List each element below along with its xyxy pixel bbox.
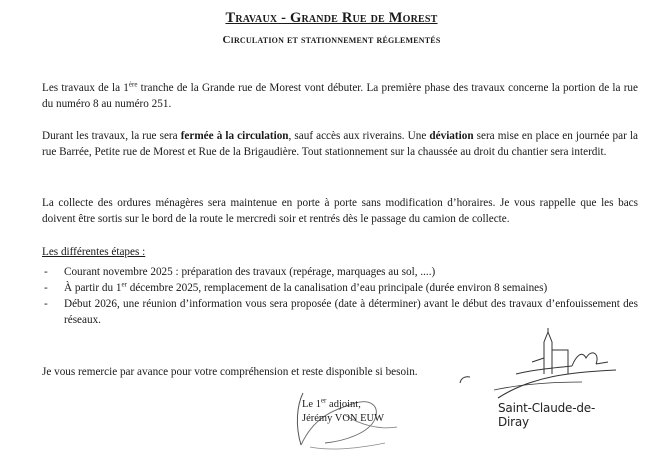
superscript: er: [320, 396, 327, 405]
village-church-icon: [492, 328, 622, 400]
paragraph-text: Durant les travaux, la rue sera: [42, 130, 181, 142]
paragraph-text: Les travaux de la 1: [42, 82, 129, 94]
signature-text: adjoint,: [326, 399, 361, 410]
superscript: er: [121, 280, 127, 289]
stages-list: [42, 264, 638, 328]
list-item-text: Début 2026, une réunion d’information vous sera proposée (date à déterminer) avant le début des travaux d’enfouissement des réseaux.: [64, 298, 638, 326]
paragraph-first-tranche: [42, 80, 638, 112]
list-item-text: décembre 2025, remplacement de la canalisation d’eau principale (durée environ 8 semaines): [126, 282, 548, 294]
list-item: [42, 264, 638, 280]
list-dash: -: [44, 282, 48, 294]
list-item: [42, 296, 638, 328]
list-dash: -: [44, 298, 48, 310]
paragraph-text: , sauf accès aux riverains. Une: [288, 130, 430, 142]
municipal-logo: [492, 328, 622, 428]
paragraph-waste-collection: La collecte des ordures ménagères sera maintenue en porte à porte sans modification d’horaires. Je vous rappelle que les bacs doivent être sortis sur le bord de la route le mercredi soir et rentrés dès le passage du camion de collecte.: [42, 197, 638, 225]
signature-text: Le 1: [302, 399, 321, 410]
page-subtitle: Circulation et stationnement réglementés: [222, 34, 441, 46]
bold-text-closed: fermée à la circulation: [180, 130, 289, 142]
signature-block: [302, 398, 402, 426]
paragraph-traffic: [42, 128, 638, 160]
paragraph-text: sera mise en place en journée par la rue Barrée, Petite rue de Morest et Rue de la Brigaudière. Tout stationnement sur la chaussée au droit du chantier sera interdit.: [42, 130, 638, 158]
paragraph-text: tranche de la Grande rue de Morest vont débuter. La première phase des travaux concerne la portion de la rue du numéro 8 au numéro 251.: [42, 82, 638, 110]
list-item-text: Courant novembre 2025 : préparation des travaux (repérage, marquages au sol, ....): [64, 266, 436, 278]
stages-heading: Les différentes étapes :: [42, 246, 146, 258]
closing-sentence: Je vous remercie par avance pour votre compréhension et reste disponible si besoin.: [42, 366, 418, 378]
page-title: Travaux - Grande Rue de Morest: [225, 10, 438, 26]
signature-title: [302, 398, 402, 412]
list-item: [42, 280, 638, 296]
bold-text-detour: déviation: [429, 130, 474, 142]
list-dash: -: [44, 266, 48, 278]
list-item-text: À partir du 1: [64, 282, 122, 294]
pen-mark-icon: [458, 375, 472, 385]
superscript: ère: [128, 80, 138, 89]
logo-text: Saint-Claude-de-Diray: [498, 401, 596, 429]
signature-name: Jérémy VON EUW: [302, 413, 385, 424]
